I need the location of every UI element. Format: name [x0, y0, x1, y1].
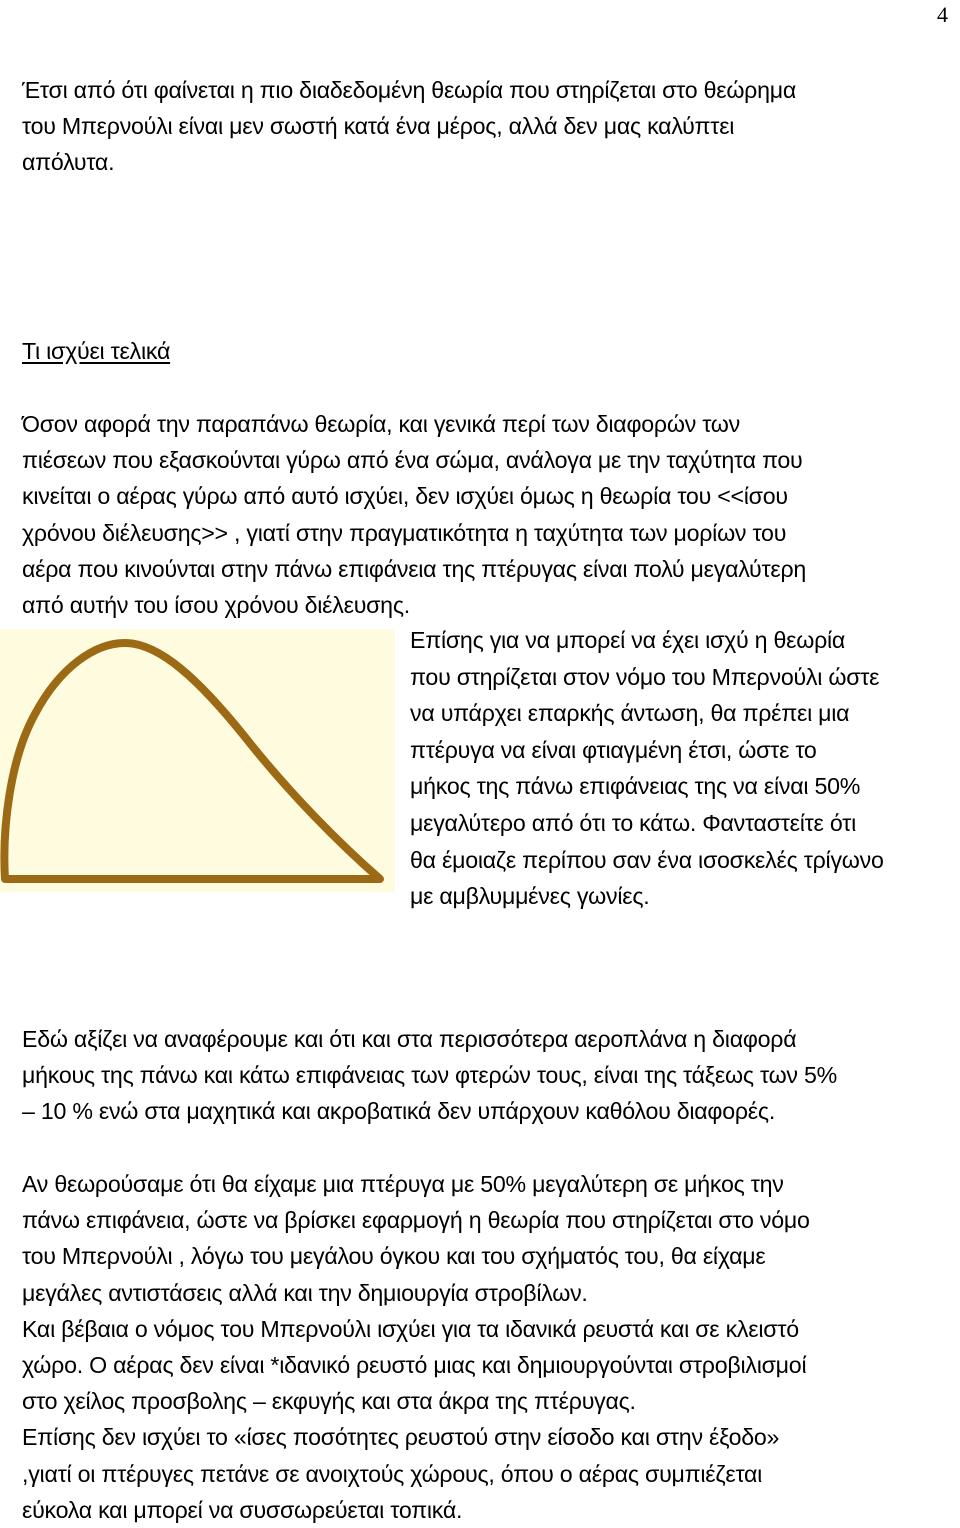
- section-heading: Τι ισχύει τελικά: [22, 338, 171, 364]
- section-paragraph: [22, 406, 952, 623]
- text-line: του Μπερνούλι είναι μεν σωστή κατά ένα μέρος, αλλά δεν μας καλύπτει: [22, 113, 735, 140]
- text-line: κινείται ο αέρας γύρω από αυτό ισχύει, δεν ισχύει όμως η θεωρία του <<ίσου: [22, 483, 788, 510]
- text-line: ,γιατί οι πτέρυγες πετάνε σε ανοιχτούς χώρους, όπου ο αέρας συμπιέζεται: [22, 1460, 763, 1487]
- text-line: αέρα που κινούνται στην πάνω επιφάνεια της πτέρυγας είναι πολύ μεγαλύτερη: [22, 555, 807, 582]
- text-line: Επίσης δεν ισχύει το «ίσες ποσότητες ρευστού στην είσοδο και στην έξοδο»: [22, 1424, 780, 1451]
- text-line: Έτσι από ότι φαίνεται η πιο διαδεδομένη θεωρία που στηρίζεται στο θεώρημα: [22, 77, 797, 103]
- text-line: εύκολα και μπορεί να συσσωρεύεται τοπικά.: [22, 1496, 463, 1523]
- text-line: με αμβλυμμένες γωνίες.: [410, 883, 650, 910]
- text-line: πιέσεων που εξασκούνται γύρω από ένα σώμα, ανάλογα με την ταχύτητα που: [22, 447, 803, 474]
- text-line: μεγάλες αντιστάσεις αλλά και την δημιουργία στροβίλων.: [22, 1279, 588, 1306]
- text-line: χρόνου διέλευσης>> , γιατί στην πραγματικότητα η ταχύτητα των μορίων του: [22, 519, 787, 546]
- text-line: χώρο. Ο αέρας δεν είναι *ιδανικό ρευστό μιας και δημιουργούνται στροβιλισμοί: [22, 1352, 807, 1379]
- text-line: απόλυτα.: [22, 149, 115, 176]
- text-line: στο χείλος προσβολης – εκφυγής και στα άκρα της πτέρυγας.: [22, 1388, 636, 1415]
- text-line: – 10 % ενώ στα μαχητικά και ακροβατικά δεν υπάρχουν καθόλου διαφορές.: [22, 1098, 776, 1125]
- text-line: Εδώ αξίζει να αναφέρουμε και ότι και στα περισσότερα αεροπλάνα η διαφορά: [22, 1026, 797, 1052]
- text-line: του Μπερνούλι , λόγω του μεγάλου όγκου και του σχήματός του, θα είχαμε: [22, 1243, 766, 1270]
- wing-profile-drawing: [0, 629, 395, 892]
- text-line: που στηρίζεται στον νόμο του Μπερνούλι ώστε: [410, 663, 880, 690]
- figure-background: [0, 629, 395, 892]
- side-paragraph: [410, 622, 955, 915]
- text-line: μεγαλύτερο από ότι το κάτω. Φανταστείτε ότι: [410, 809, 856, 836]
- text-line: από αυτήν του ίσου χρόνου διέλευσης.: [22, 592, 410, 619]
- wing-profile-figure: [0, 629, 395, 892]
- text-line: μήκος της πάνω επιφάνειας της να είναι 50%: [410, 773, 861, 800]
- page-number: 4: [937, 2, 948, 27]
- paragraph-3: [22, 1166, 952, 1528]
- text-line: να υπάρχει επαρκής άντωση, θα πρέπει μια: [410, 700, 850, 727]
- text-line: θα έμοιαζε περίπου σαν ένα ισοσκελές τρίγωνο: [410, 846, 884, 873]
- text-line: Επίσης για να μπορεί να έχει ισχύ η θεωρία: [410, 627, 846, 653]
- intro-paragraph: [22, 72, 952, 181]
- text-line: Αν θεωρούσαμε ότι θα είχαμε μια πτέρυγα με 50% μεγαλύτερη σε μήκος την: [22, 1171, 784, 1197]
- text-line: πάνω επιφάνεια, ώστε να βρίσκει εφαρμογή η θεωρία που στηρίζεται στο νόμο: [22, 1207, 810, 1234]
- paragraph-2: [22, 1021, 952, 1130]
- text-line: Όσον αφορά την παραπάνω θεωρία, και γενικά περί των διαφορών των: [22, 411, 741, 437]
- text-line: Και βέβαια ο νόμος του Μπερνούλι ισχύει για τα ιδανικά ρευστά και σε κλειστό: [22, 1315, 799, 1342]
- text-line: μήκους της πάνω και κάτω επιφάνειας των φτερών τους, είναι της τάξεως των 5%: [22, 1062, 837, 1089]
- text-line: πτέρυγα να είναι φτιαγμένη έτσι, ώστε το: [410, 736, 817, 763]
